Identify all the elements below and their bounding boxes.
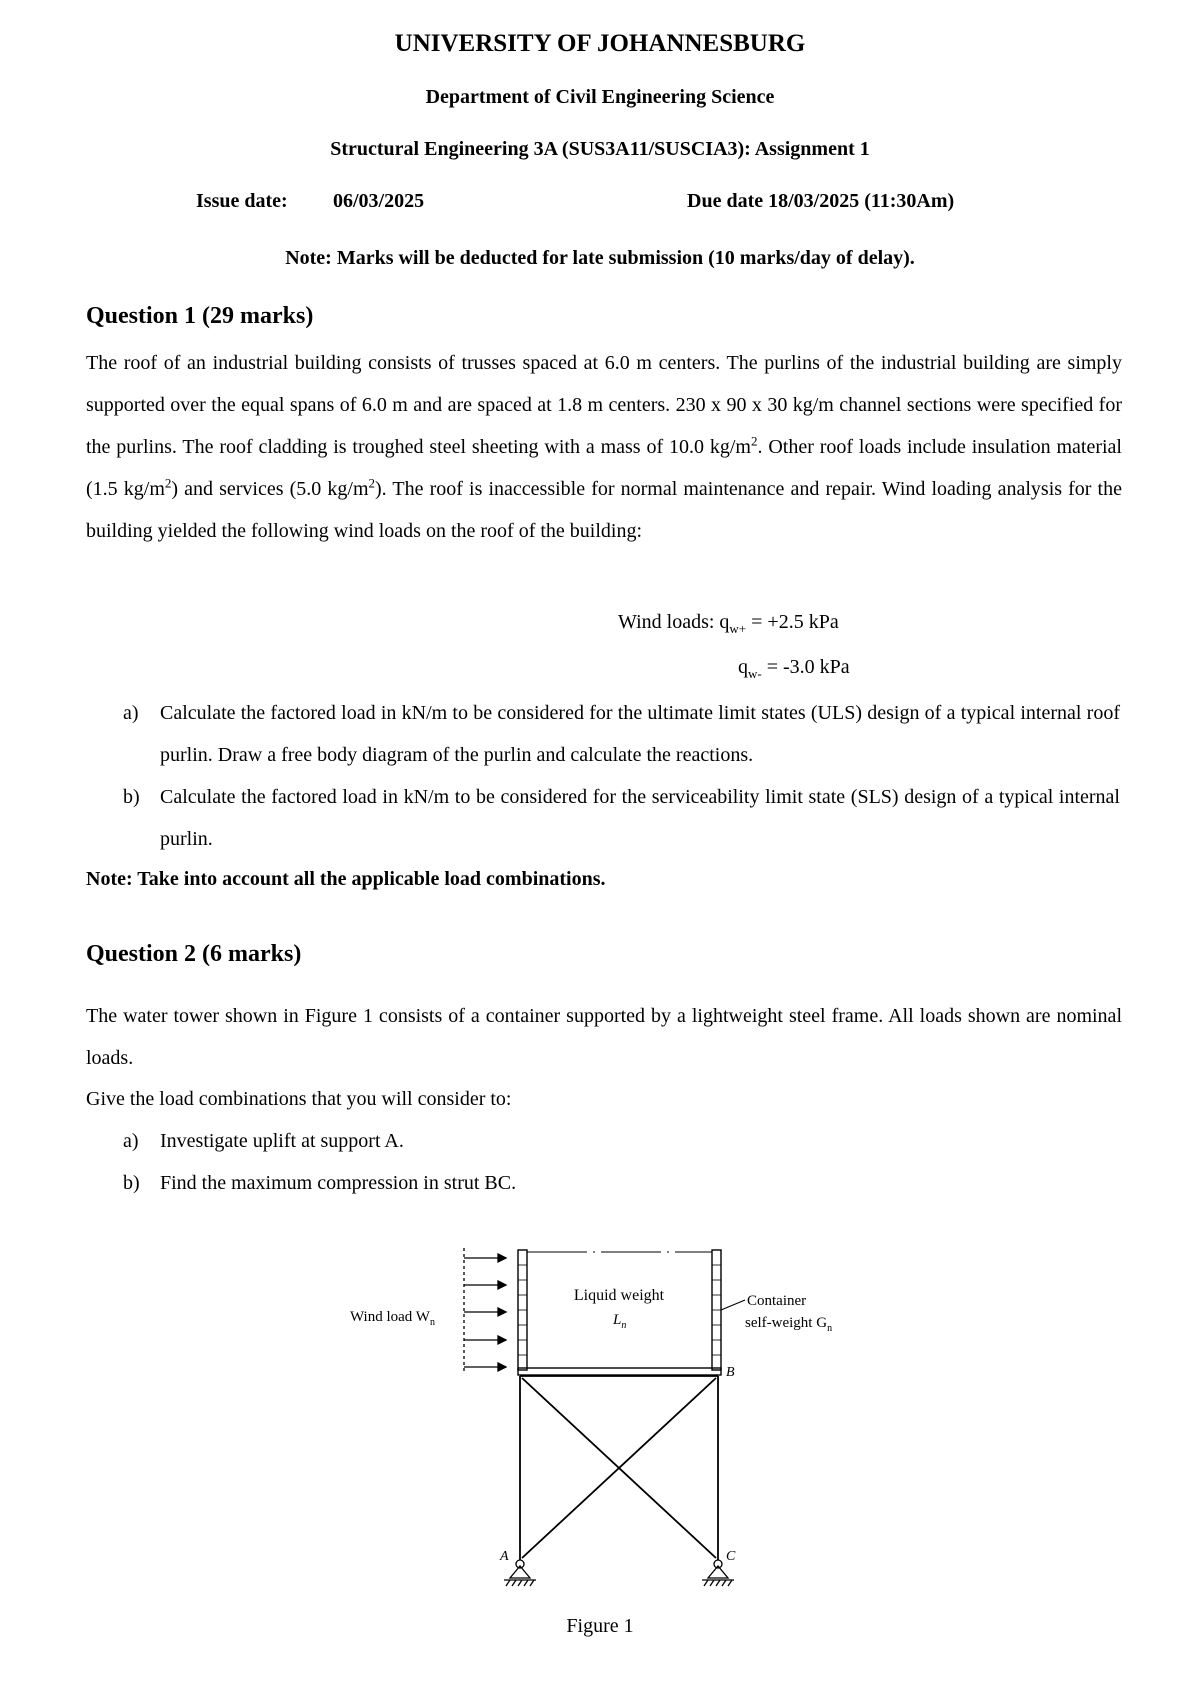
point-c-label: C	[726, 1549, 736, 1564]
q1-item-a	[123, 692, 1123, 776]
liquid-weight-symbol: $L_n$	[613, 1312, 627, 1331]
q1-item-a-label: a)	[123, 702, 139, 724]
wind-load-prefix: Wind loads: q	[618, 611, 730, 633]
issue-date-value: 06/03/2025	[333, 190, 425, 212]
q1-text-part-3: ) and services (5.0 kg/m	[171, 478, 369, 500]
late-submission-note: Note: Marks will be deducted for late submission (10 marks/day of delay).	[285, 247, 915, 269]
q2-item-b-text: Find the maximum compression in strut BC.	[160, 1172, 517, 1194]
q1-sup-1: 2	[750, 433, 758, 449]
q1-note: Note: Take into account all the applicable load combinations.	[86, 868, 606, 890]
q1-item-b-text: Calculate the factored load in kN/m to be considered for the serviceability limit state (SLS) design of a typical internal purlin.	[160, 786, 1120, 850]
wind-arrow-3	[464, 1308, 506, 1316]
wind-q-symbol: q	[738, 656, 748, 678]
q2-item-a	[123, 1120, 1123, 1162]
point-b-label: B	[726, 1365, 735, 1380]
container	[518, 1250, 745, 1375]
due-date: Due date 18/03/2025 (11:30Am)	[687, 190, 955, 212]
wind-arrow-5	[464, 1363, 506, 1371]
q1-text-part-2: . Other roof loads include insulation material (1.5 kg/m	[86, 436, 1122, 500]
q2-give-text: Give the load combinations that you will consider to:	[86, 1088, 512, 1110]
q2-item-b	[123, 1162, 1123, 1204]
university-title: UNIVERSITY OF JOHANNESBURG	[394, 30, 806, 57]
q1-text-part-4: ). The roof is inaccessible for normal maintenance and repair. Wind loading analysis for the building yielded the following wind loads on the roof of the building:	[86, 478, 1122, 542]
question-2-title: Question 2 (6 marks)	[86, 941, 302, 967]
department-title: Department of Civil Engineering Science	[425, 86, 775, 108]
support-a	[504, 1560, 536, 1586]
question-2-paragraph: The water tower shown in Figure 1 consists of a container supported by a lightweight steel frame. All loads shown are nominal loads.	[86, 1005, 1122, 1069]
liquid-weight-label: Liquid weight	[573, 1287, 665, 1304]
container-base	[518, 1368, 721, 1375]
figure-caption: Figure 1	[566, 1615, 634, 1637]
water-tower-figure	[0, 1240, 1200, 1620]
wall-hatching	[518, 1265, 721, 1355]
q2-item-a-label: a)	[123, 1130, 139, 1152]
course-title: Structural Engineering 3A (SUS3A11/SUSCIA3): Assignment 1	[330, 138, 870, 160]
wind-load-negative	[738, 646, 850, 688]
wind-value-negative: = -3.0 kPa	[761, 656, 850, 678]
q1-sup-3: 2	[368, 475, 376, 491]
wind-sub-positive: w+	[729, 621, 747, 636]
issue-date-label: Issue date:	[196, 190, 288, 212]
q1-sup-2: 2	[164, 475, 172, 491]
wind-load-positive	[618, 601, 839, 643]
point-a-label: A	[500, 1549, 509, 1564]
container-label: Container	[747, 1293, 807, 1309]
wind-arrows	[464, 1248, 506, 1372]
q2-item-b-label: b)	[123, 1172, 140, 1194]
steel-frame	[520, 1376, 718, 1560]
question-1-title: Question 1 (29 marks)	[86, 303, 314, 329]
wind-arrow-4	[464, 1336, 506, 1344]
q1-item-b-label: b)	[123, 786, 140, 808]
q1-item-a-text: Calculate the factored load in kN/m to be considered for the ultimate limit states (ULS) design of a typical internal roof purlin. Draw a free body diagram of the purlin and calculate the reactions.	[160, 702, 1120, 766]
self-weight-label: self-weight $G_n$	[745, 1315, 833, 1334]
q2-item-a-text: Investigate uplift at support A.	[160, 1130, 404, 1152]
wind-arrow-1	[464, 1254, 506, 1262]
wind-load-label: Wind load $W_n$	[350, 1309, 435, 1328]
q1-item-b	[123, 776, 1123, 860]
wind-sub-negative: w-	[748, 666, 762, 681]
q1-text-part-1: The roof of an industrial building consists of trusses spaced at 6.0 m centers. The purlins of the industrial building are simply supported over the equal spans of 6.0 m and are spaced at 1.8 m centers. 230 x 90 x 30 kg/m channel sections were specified for the purlins. The roof cladding is troughed steel sheeting with a mass of 10.0 kg/m	[86, 352, 1122, 458]
wind-value-positive: = +2.5 kPa	[746, 611, 839, 633]
wind-arrow-2	[464, 1281, 506, 1289]
container-leader-line	[721, 1300, 745, 1310]
question-1-paragraph	[86, 342, 1122, 552]
